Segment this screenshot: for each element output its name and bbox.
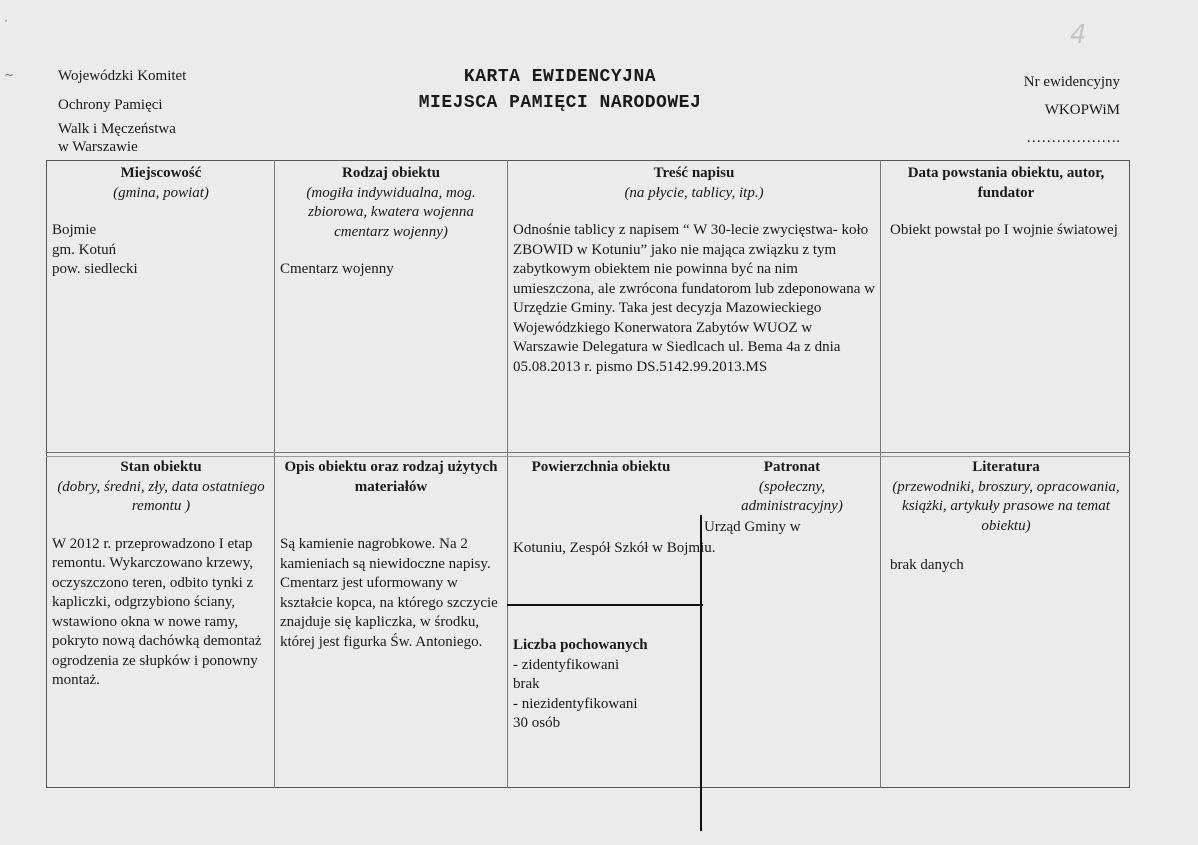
inscription-text: Odnośnie tablicy z napisem “ W 30-lecie zwycięstwa- koło ZBOWID w Kotuniu” jako nie mająca związku z tym zabytkowym obiektem nie powinna być na nim umieszczona, ale zwrócona fundatorom lub zdeponowana w Urzędzie Gminy. Taka jest decyzja Mazowieckiego Wojewódzkiego Konerwatora Zabytów WUOZ w Warszawie Delegatura w Siedlcach ul. Bema 4a z dnia 05.08.2013 r. pismo DS.5142.99.2013.MS (513, 222, 875, 375)
commune-name: gm. Kotuń (52, 241, 117, 258)
sub-literatura: (przewodniki, broszury, opracowania, książki, artykuły prasowe na temat obiektu) (892, 478, 1120, 534)
identified-label: - zidentyfikowani (513, 656, 620, 673)
heading-rodzaj: Rodzaj obiektu (342, 165, 440, 181)
sub-stan: (dobry, średni, zły, data ostatniego remontu ) (57, 478, 265, 514)
row-divider (46, 456, 1130, 457)
patronat-line-1: Urząd Gminy w (704, 519, 801, 535)
cell-liczba-pochowanych (513, 636, 698, 734)
cell-stan-obiektu (52, 458, 270, 691)
creation-info: Obiekt powstał po I wojnie światowej (890, 222, 1118, 238)
registry-org: WKOPWiM (1044, 102, 1120, 118)
unidentified-value: 30 osób (513, 715, 561, 731)
committee-line-2: Ochrony Pamięci (58, 96, 163, 113)
drawn-vertical-line (700, 515, 702, 831)
heading-literatura: Literatura (972, 459, 1040, 475)
column-divider (880, 160, 881, 788)
cell-miejscowosc (52, 164, 270, 280)
description-text: Są kamienie nagrobkowe. Na 2 kamieniach są niewidoczne napisy. Cmentarz jest uformowany w kształcie kopca, na którego szczycie znajduje się kapliczka, w środku, której jest figurka Św. Antoniego. (280, 536, 498, 650)
heading-data: Data powstania obiektu, autor, fundator (907, 165, 1105, 201)
patronat-header (712, 458, 872, 517)
column-divider (507, 160, 508, 788)
locality-name: Bojmie (52, 222, 97, 238)
patronat-line-2: Kotuniu, Zespół Szkół w Bojmiu. (513, 540, 716, 556)
county-name: pow. siedlecki (52, 261, 138, 277)
heading-tresc: Treść napisu (653, 165, 735, 181)
heading-stan: Stan obiektu (120, 459, 202, 475)
object-type: Cmentarz wojenny (280, 261, 394, 277)
drawn-horizontal-line (507, 604, 703, 606)
sub-miejscowosc: (gmina, powiat) (113, 184, 209, 201)
cell-rodzaj-obiektu (280, 164, 502, 280)
row-divider (46, 452, 1130, 453)
title-line-2: MIEJSCA PAMIĘCI NARODOWEJ (418, 93, 702, 113)
heading-opis: Opis obiektu oraz rodzaj użytych materiałów (284, 459, 498, 495)
scan-mark: · (4, 14, 8, 28)
unidentified-label: - niezidentyfikowani (513, 695, 638, 712)
heading-powierzchnia: Powierzchnia obiektu (531, 459, 671, 475)
committee-line-4: w Warszawie (58, 138, 138, 155)
cell-opis-obiektu (280, 458, 502, 652)
sub-patronat: (społeczny, administracyjny) (741, 478, 843, 514)
title-line-1: KARTA EWIDENCYJNA (463, 67, 657, 87)
cell-tresc-napisu (513, 164, 875, 377)
registry-number-block (1024, 68, 1120, 152)
heading-liczba: Liczba pochowanych (513, 637, 648, 653)
page-number: 4 (1070, 20, 1087, 50)
scan-mark: ~ (4, 68, 15, 82)
column-divider (274, 160, 275, 788)
sub-tresc: (na płycie, tablicy, itp.) (624, 184, 764, 201)
registry-number-placeholder: ………………. (1026, 130, 1120, 146)
literature-text: brak danych (890, 557, 964, 573)
document-title (300, 64, 820, 116)
committee-line-1: Wojewódzki Komitet (58, 68, 187, 84)
cell-literatura (886, 458, 1126, 576)
committee-line-3: Walk i Męczeństwa (58, 121, 176, 137)
heading-patronat: Patronat (763, 459, 821, 475)
cell-data-powstania (890, 164, 1122, 241)
committee-name (58, 66, 186, 157)
sub-rodzaj: (mogiła indywidualna, mog. zbiorowa, kwatera wojenna cmentarz wojenny) (306, 184, 476, 240)
identified-value: brak (513, 676, 540, 692)
condition-text: W 2012 r. przeprowadzono I etap remontu. Wykarczowano krzewy, oczyszczono teren, odbito tynki z kapliczki, odgrzybiono ściany, wstawiono okna w nowe ramy, pokryto nową dachówką demontaż ogrodzenia ze słupków i ponowny montaż. (52, 535, 262, 688)
registry-number-label: Nr ewidencyjny (1023, 74, 1120, 90)
heading-miejscowosc: Miejscowość (120, 165, 202, 181)
